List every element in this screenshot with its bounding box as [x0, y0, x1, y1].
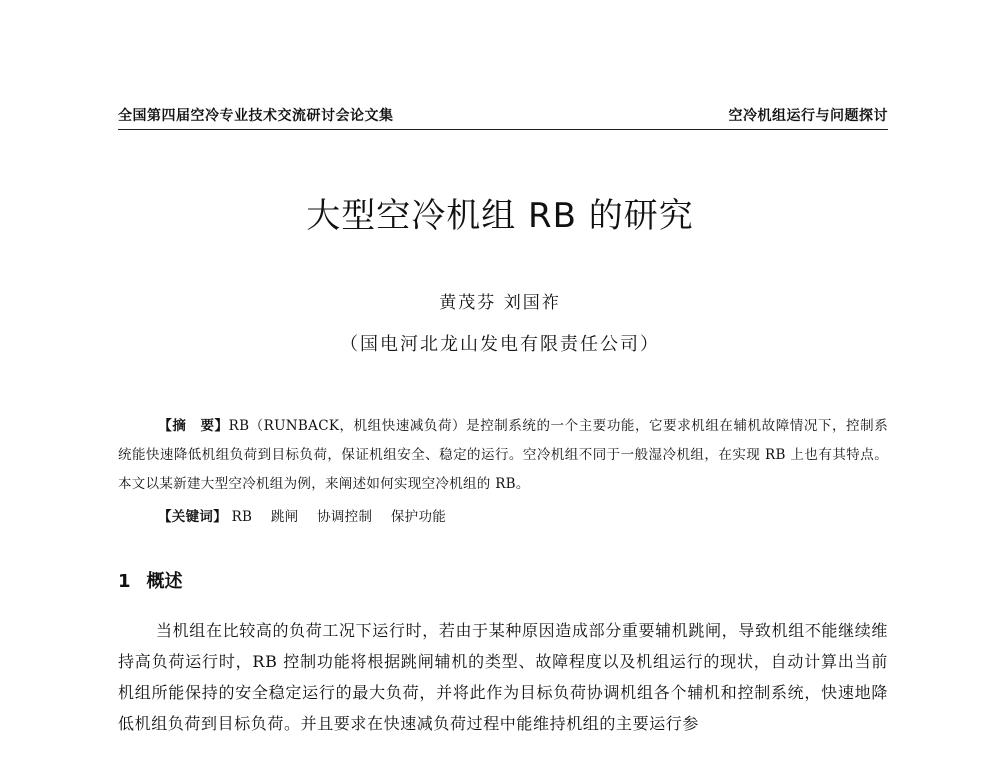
- body-paragraph: [118, 615, 888, 739]
- abstract-label: 【摘 要】: [158, 418, 229, 434]
- section-number: 1: [118, 571, 131, 592]
- keyword: 保护功能: [390, 509, 447, 525]
- paper-authors: 黄茂芬 刘国祚: [439, 293, 561, 313]
- paper-affiliation: （国电河北龙山发电有限责任公司）: [340, 334, 660, 355]
- running-header: [118, 103, 888, 130]
- section-heading: [118, 567, 183, 593]
- keyword: 跳闸: [270, 509, 299, 525]
- header-section-title: 空冷机组运行与问题探讨: [728, 108, 888, 124]
- keywords-label: 【关键词】: [158, 509, 227, 525]
- keyword: 协调控制: [317, 509, 373, 525]
- header-proceedings-title: 全国第四届空冷专业技术交流研讨会论文集: [118, 108, 394, 124]
- keyword: RB: [231, 509, 253, 525]
- paragraph-text: 当机组在比较高的负荷工况下运行时，若由于某种原因造成部分重要辅机跳闸，导致机组不能继续维持高负荷运行时，RB 控制功能将根据跳闸辅机的类型、故障程度以及机组运行的现状，自动计算出当前机组所能保持的安全稳定运行的最大负荷，并将此作为目标负荷协调机组各个辅机和控制系统，快速地降低机组负荷到目标负荷。并且要求在快速减负荷过程中能维持机组的主要运行参: [118, 621, 888, 733]
- paper-title: 大型空冷机组 RB 的研究: [306, 196, 694, 236]
- keywords: [158, 505, 460, 525]
- abstract-text: RB（RUNBACK，机组快速减负荷）是控制系统的一个主要功能，它要求机组在辅机故障情况下，控制系统能快速降低机组负荷到目标负荷，保证机组安全、稳定的运行。空冷机组不同于一般湿冷机组，在实现 RB 上也有其特点。本文以某新建大型空冷机组为例，来阐述如何实现空冷机组的 RB。: [118, 418, 888, 492]
- abstract: [118, 412, 888, 499]
- section-title: 概述: [146, 571, 183, 592]
